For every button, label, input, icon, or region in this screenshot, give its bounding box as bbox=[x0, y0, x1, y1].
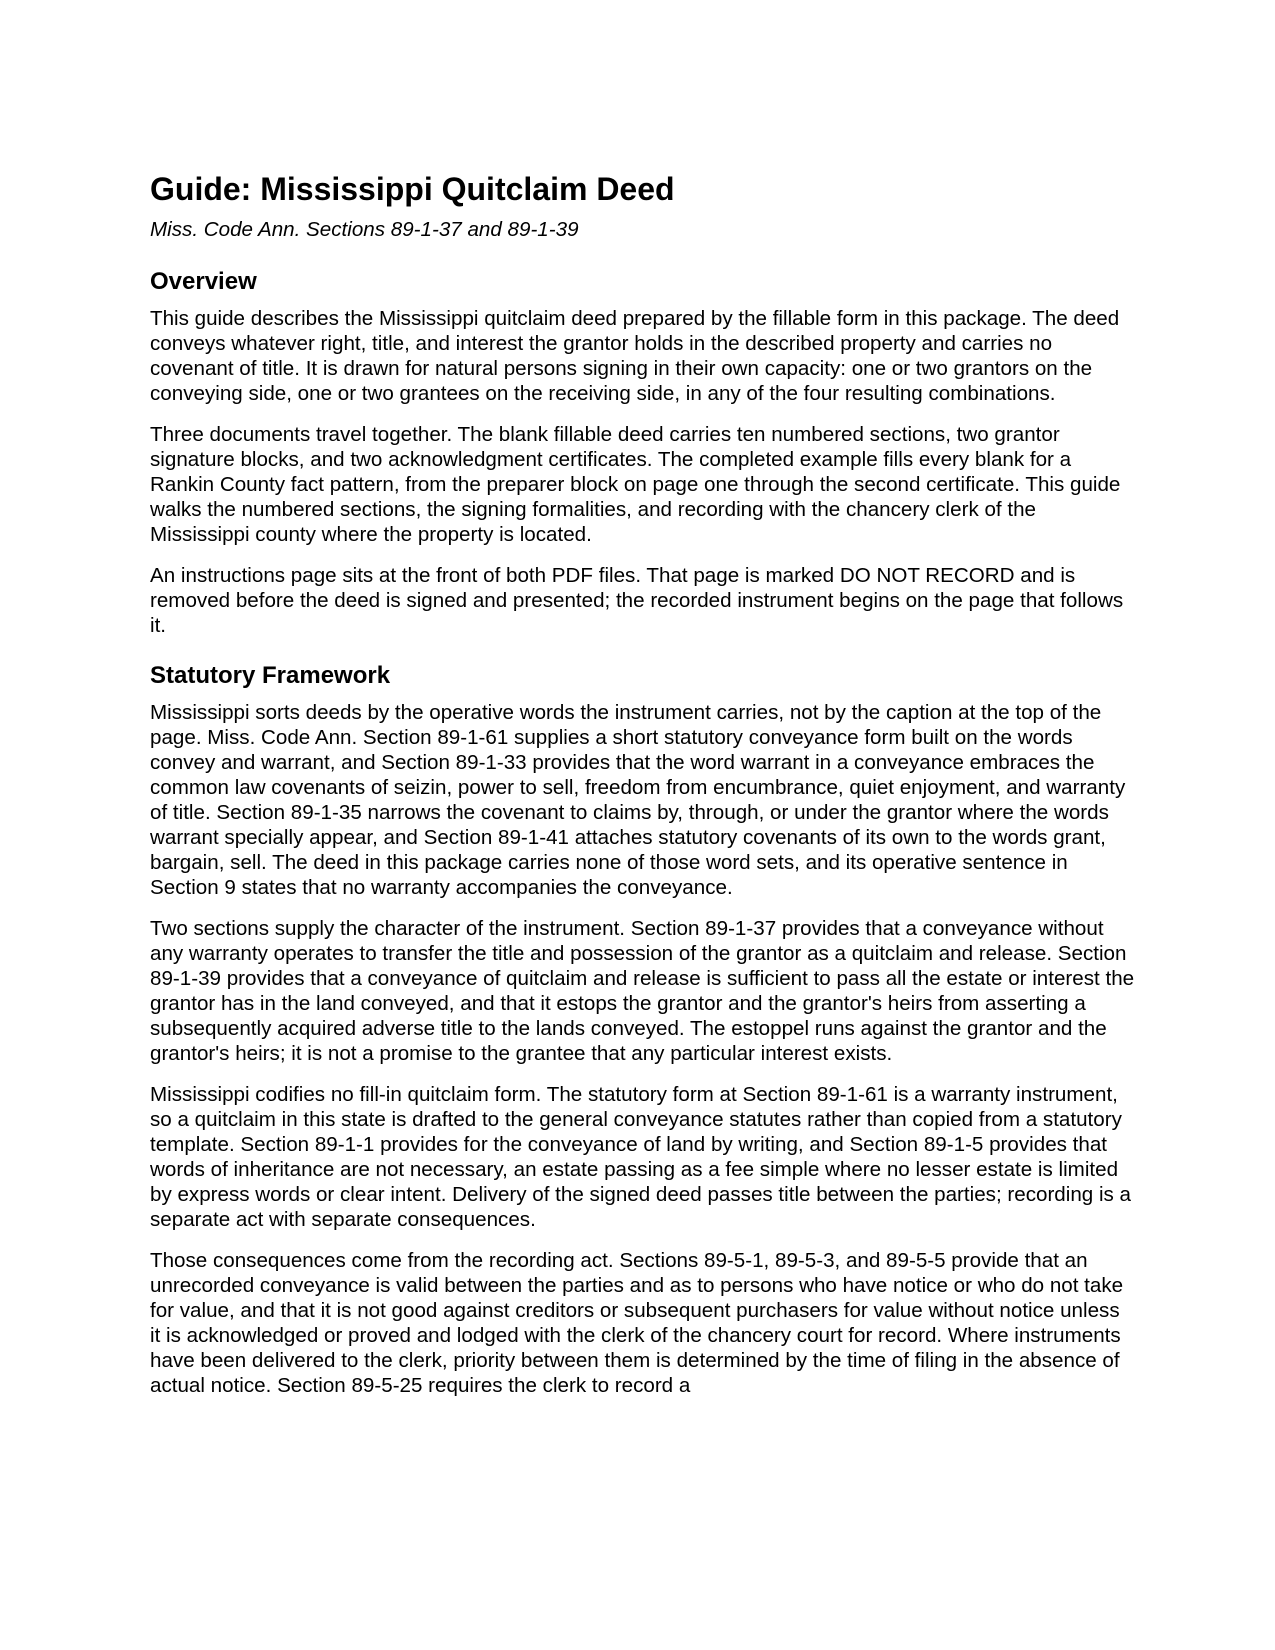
statutory-framework-section bbox=[150, 662, 1135, 1398]
section-heading-statutory-framework: Statutory Framework bbox=[150, 661, 391, 689]
framework-paragraph: Two sections supply the character of the instrument. Section 89-1-37 provides that a conveyance without any warranty operates to transfer the title and possession of the grantor as a quitclaim and release. Section 89-1-39 provides that a conveyance of quitclaim and release is sufficient to pass all the estate or interest the grantor has in the land conveyed, and that it estops the grantor and the grantor's heirs from asserting a subsequently acquired adverse title to the lands conveyed. The estoppel runs against the grantor and the grantor's heirs; it is not a promise to the grantee that any particular interest exists. bbox=[150, 916, 1135, 1065]
document-page bbox=[150, 170, 1135, 1414]
overview-paragraph: Three documents travel together. The blank fillable deed carries ten numbered sections, two grantor signature blocks, and two acknowledgment certificates. The completed example fills every blank for a Rankin County fact pattern, from the preparer block on page one through the second certificate. This guide walks the numbered sections, the signing formalities, and recording with the chancery clerk of the Mississippi county where the property is located. bbox=[150, 422, 1121, 546]
section-heading-overview: Overview bbox=[150, 268, 257, 296]
overview-paragraph: This guide describes the Mississippi quitclaim deed prepared by the fillable form in this package. The deed conveys whatever right, title, and interest the grantor holds in the described property and carries no covenant of title. It is drawn for natural persons signing in their own capacity: one or two grantors on the conveying side, one or two grantees on the receiving side, in any of the four resulting combinations. bbox=[150, 306, 1120, 405]
overview-paragraph: An instructions page sits at the front of both PDF files. That page is marked DO NOT RECORD and is removed before the deed is signed and presented; the recorded instrument begins on the page that follows it. bbox=[150, 563, 1124, 637]
framework-paragraph: Those consequences come from the recording act. Sections 89-5-1, 89-5-3, and 89-5-5 provide that an unrecorded conveyance is valid between the parties and as to persons who have notice or who do not take for value, and that it is not good against creditors or subsequent purchasers for value without notice unless it is acknowledged or proved and lodged with the clerk of the chancery court for record. Where instruments have been delivered to the clerk, priority between them is determined by the time of filing in the absence of actual notice. Section 89-5-25 requires the clerk to record a bbox=[150, 1248, 1124, 1397]
statute-citation: Miss. Code Ann. Sections 89-1-37 and 89-1-39 bbox=[150, 218, 579, 242]
framework-paragraph: Mississippi codifies no fill-in quitclaim form. The statutory form at Section 89-1-61 is a warranty instrument, so a quitclaim in this state is drafted to the general conveyance statutes rather than copied from a statutory template. Section 89-1-1 provides for the conveyance of land by writing, and Section 89-1-5 provides that words of inheritance are not necessary, an estate passing as a fee simple where no lesser estate is limited by express words or clear intent. Delivery of the signed deed passes title between the parties; recording is a separate act with separate consequences. bbox=[150, 1082, 1132, 1231]
framework-paragraph: Mississippi sorts deeds by the operative words the instrument carries, not by the caption at the top of the page. Miss. Code Ann. Section 89-1-61 supplies a short statutory conveyance form built on the words convey and warrant, and Section 89-1-33 provides that the word warrant in a conveyance embraces the common law covenants of seizin, power to sell, freedom from encumbrance, quiet enjoyment, and warranty of title. Section 89-1-35 narrows the covenant to claims by, through, or under the grantor where the words warrant specially appear, and Section 89-1-41 attaches statutory covenants of its own to the words grant, bargain, sell. The deed in this package carries none of those word sets, and its operative sentence in Section 9 states that no warranty accompanies the conveyance. bbox=[150, 700, 1126, 899]
overview-section bbox=[150, 268, 1135, 638]
document-title: Guide: Mississippi Quitclaim Deed bbox=[150, 171, 675, 207]
